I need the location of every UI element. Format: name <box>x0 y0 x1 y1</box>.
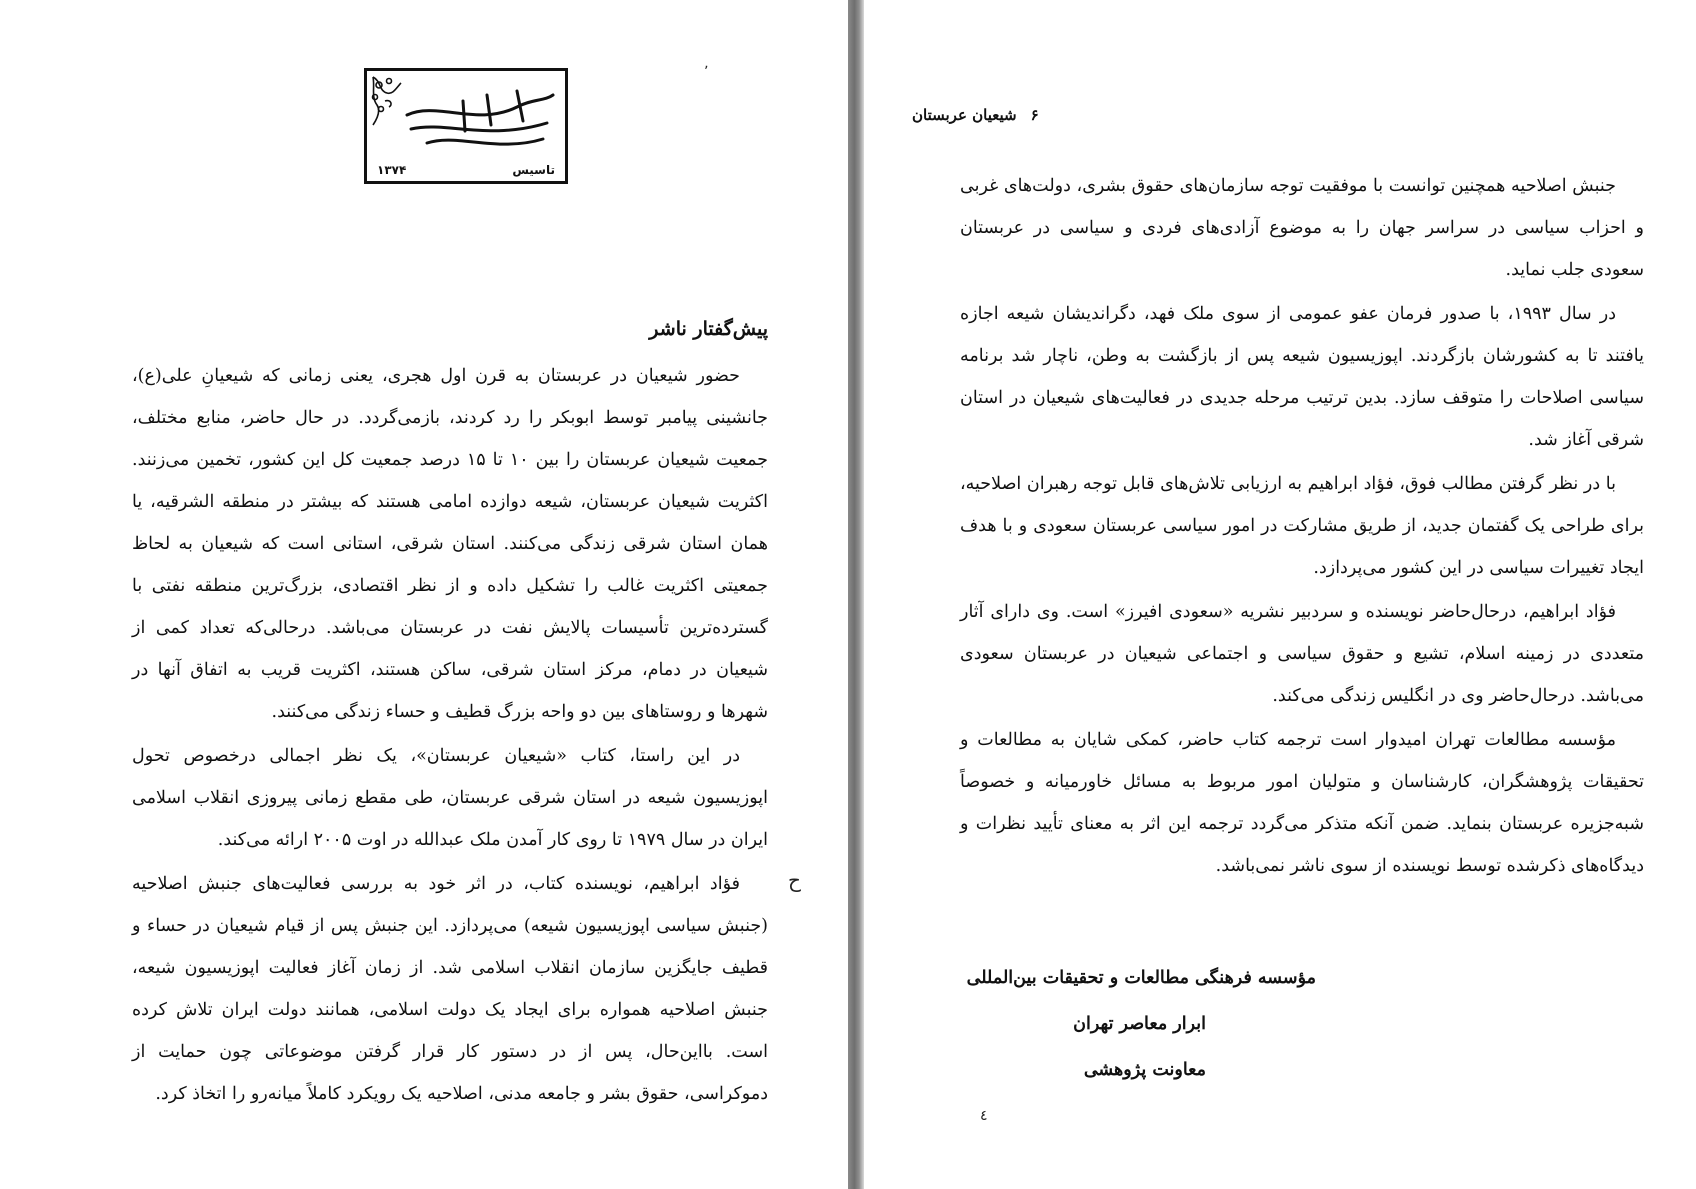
paragraph: مؤسسه مطالعات تهران امیدوار است ترجمه کتاب حاضر، کمکی شایان به مطالعات و تحقیقات پژوهشگران، کارشناسان و متولیان امور مربوط به مسائل خاورمیانه و خصوصاً شبه‌جزیره عربستان بنماید. ضمن آنکه متذکر می‌گردد ترجمه این اثر به معنای تأیید نظرات و دیدگاه‌های ذکرشده توسط نویسنده از سوی ناشر نمی‌باشد. <box>960 730 1644 876</box>
stamp-founded-label: تاسیس <box>512 163 555 177</box>
paragraph: حضور شیعیان در عربستان به قرن اول هجری، یعنی زمانی که شیعیانِ علی(ع)، جانشینی پیامبر توسط ابوبکر را رد کردند، بازمی‌گردد. در حال حاضر، منابع مختلف، جمعیت شیعیان عربستان را بین ۱۰ تا ۱۵ درصد جمعیت کل این کشور، تخمین می‌زنند. اکثریت شیعیان عربستان، شیعه دوازده امامی هستند که بیشتر در منطقه الشرقیه، یا همان استان شرقی زندگی می‌کنند. استان شرقی، استانی است که شیعیان به لحاظ جمعیتی اکثریت غالب را تشکیل داده و از نظر اقتصادی، بزرگ‌ترین منطقه نفتی با گسترده‌ترین تأسیسات پالایش نفت در عربستان می‌باشد. درحالی‌که تعداد کمی از شیعیان در دمام، مرکز استان شرقی، ساکن هستند، اکثریت قریب به اتفاق آنها در شهرها و روستاهای بین دو واحه بزرگ قطیف و حساء زندگی می‌کنند. <box>132 366 768 722</box>
page-number: ۶ <box>1030 106 1039 124</box>
paragraph: با در نظر گرفتن مطالب فوق، فؤاد ابراهیم به ارزیابی تلاش‌های قابل توجه رهبران اصلاحیه، برای طراحی یک گفتمان جدید، از طریق مشارکت در امور سیاسی عربستان سعودی و با هدف ایجاد تغییرات سیاسی در این کشور می‌پردازد. <box>960 474 1644 578</box>
book-gutter <box>848 0 864 1189</box>
signature-institute: مؤسسه فرهنگی مطالعات و تحقیقات بین‌المللی <box>966 968 1316 988</box>
signature-department: معاونت پژوهشی <box>1083 1060 1206 1080</box>
right-body <box>960 165 1644 889</box>
right-page <box>864 0 1696 1189</box>
scan-mark: ٤ <box>980 1108 988 1124</box>
paragraph: در این راستا، کتاب «شیعیان عربستان»، یک نظر اجمالی درخصوص تحول اپوزیسیون شیعه در استان شرقی عربستان، طی مقطع زمانی پیروزی انقلاب اسلامی ایران در سال ۱۹۷۹ تا روی کار آمدن ملک عبدالله در اوت ۲۰۰۵ ارائه می‌کند. <box>132 746 768 850</box>
library-stamp <box>364 68 568 184</box>
stamp-year: ۱۳۷۴ <box>377 163 407 177</box>
left-body <box>132 355 768 1117</box>
paragraph: فؤاد ابراهیم، نویسنده کتاب، در اثر خود به بررسی فعالیت‌های جنبش اصلاحیه (جنبش سیاسی اپوزیسیون شیعه) می‌پردازد. این جنبش پس از قیام شیعیان در حساء و قطیف جایگزین سازمان انقلاب اسلامی شد. از زمان آغاز فعالیت اپوزیسیون شیعه، جنبش اصلاحیه همواره برای ایجاد یک دولت اسلامی، همانند دولت ایران تلاش کرده است. بااین‌حال، پس از در دستور کار قرار گرفتن موضوعاتی چون حمایت از دموکراسی، حقوق بشر و جامعه مدنی، اصلاحیه یک رویکرد کاملاً میانه‌رو را اتخاذ کرد. <box>132 874 768 1104</box>
running-header <box>912 106 1644 124</box>
page-title: پیش‌گفتار ناشر <box>649 318 768 340</box>
running-header-title: شیعیان عربستان <box>912 106 1017 124</box>
signature-org: ابرار معاصر تهران <box>1073 1014 1206 1034</box>
publisher-signature <box>964 955 1316 1093</box>
paragraph: جنبش اصلاحیه همچنین توانست با موفقیت توجه سازمان‌های حقوق بشری، دولت‌های غربی و احزاب سیاسی در سراسر جهان را به موضوع آزادی‌های فردی و سیاسی در عربستان سعودی جلب نماید. <box>960 176 1644 280</box>
scan-mark: ٬ <box>704 64 709 80</box>
paragraph: فؤاد ابراهیم، درحال‌حاضر نویسنده و سردبیر نشریه «سعودی افیرز» است. وی دارای آثار متعددی در زمینه اسلام، تشیع و حقوق سیاسی و اجتماعی شیعیان در عربستان سعودی می‌باشد. درحال‌حاضر وی در انگلیس زندگی می‌کند. <box>960 602 1644 706</box>
paragraph: در سال ۱۹۹۳، با صدور فرمان عفو عمومی از سوی ملک فهد، دگراندیشان شیعه اجازه یافتند تا به کشورشان بازگردند. اپوزیسیون شیعه پس از بازگشت به وطن، ناچار شد برنامه سیاسی اصلاحات را متوقف سازد. بدین ترتیب مرحله جدیدی در فعالیت‌های شیعیان در استان شرقی آغاز شد. <box>960 304 1644 450</box>
margin-mark: ح <box>788 868 801 892</box>
